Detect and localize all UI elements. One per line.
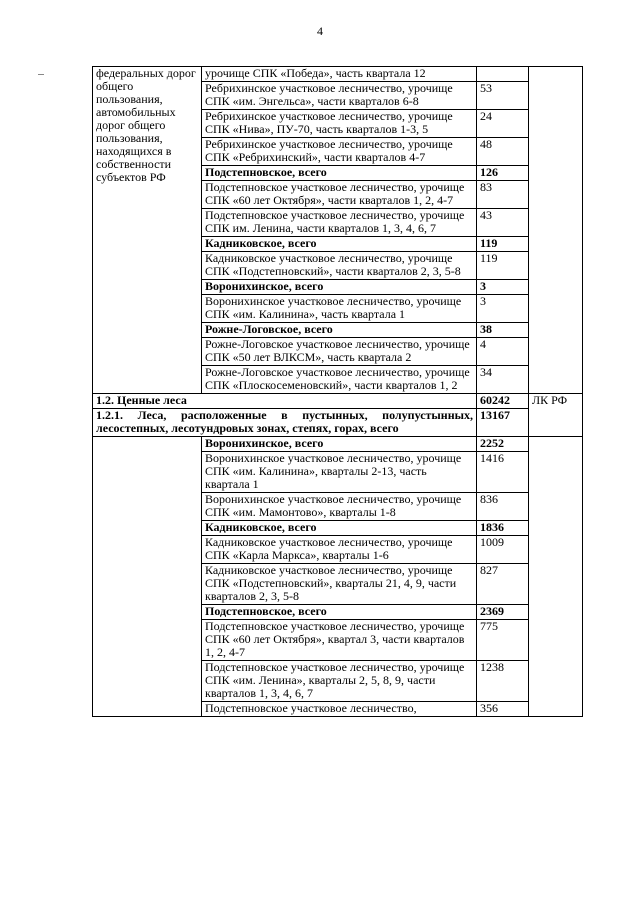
table-row-heading-1-2 xyxy=(93,394,583,409)
row-value: 4 xyxy=(477,338,529,366)
row-value: 356 xyxy=(477,702,529,717)
row-value: 2369 xyxy=(477,605,529,620)
law-reference: ЛК РФ xyxy=(529,394,583,437)
row-description: Ребрихинское участковое лесничество, урочище СПК «им. Энгельса», части кварталов 6-8 xyxy=(202,82,477,110)
row-description: урочище СПК «Победа», часть квартала 12 xyxy=(202,67,477,82)
row-value: 3 xyxy=(477,295,529,323)
category-cell: федеральных дорог общего пользования, автомобильных дорог общего пользования, находящихся в собственности субъектов РФ xyxy=(93,67,202,394)
heading-1-2-text: 1.2. Ценные леса xyxy=(93,394,477,409)
row-description: Подстепновское, всего xyxy=(202,605,477,620)
row-value: 2252 xyxy=(477,437,529,452)
heading-1-2-1-value: 13167 xyxy=(477,409,529,437)
row-description: Подстепновское, всего xyxy=(202,166,477,181)
row-value: 1416 xyxy=(477,452,529,493)
law-column-cell xyxy=(529,67,583,394)
row-description: Кадниковское участковое лесничество, урочище СПК «Подстепновский», части кварталов 2, 3, 5-8 xyxy=(202,252,477,280)
row-description: Подстепновское участковое лесничество, урочище СПК им. Ленина, части кварталов 1, 3, 4, 6, 7 xyxy=(202,209,477,237)
row-description: Рожне-Логовское участковое лесничество, урочище СПК «50 лет ВЛКСМ», часть квартала 2 xyxy=(202,338,477,366)
row-value: 1836 xyxy=(477,521,529,536)
margin-mark xyxy=(38,74,44,75)
row-description: Рожне-Логовское, всего xyxy=(202,323,477,338)
row-description: Подстепновское участковое лесничество, xyxy=(202,702,477,717)
row-value: 119 xyxy=(477,252,529,280)
row-value: 1009 xyxy=(477,536,529,564)
row-description: Ребрихинское участковое лесничество, урочище СПК «Нива», ПУ-70, часть кварталов 1-3, 5 xyxy=(202,110,477,138)
row-description: Подстепновское участковое лесничество, урочище СПК «60 лет Октября», части кварталов 1, 2, 4-7 xyxy=(202,181,477,209)
row-value: 83 xyxy=(477,181,529,209)
row-description: Воронихинское участковое лесничество, урочище СПК «им. Калинина», кварталы 2-13, часть квартала 1 xyxy=(202,452,477,493)
row-value: 775 xyxy=(477,620,529,661)
row-description: Воронихинское участковое лесничество, урочище СПК «им. Мамонтово», кварталы 1-8 xyxy=(202,493,477,521)
row-value: 1238 xyxy=(477,661,529,702)
table-row-total xyxy=(93,437,583,452)
row-description: Воронихинское, всего xyxy=(202,280,477,295)
row-value: 836 xyxy=(477,493,529,521)
row-value: 3 xyxy=(477,280,529,295)
row-value: 126 xyxy=(477,166,529,181)
row-value: 48 xyxy=(477,138,529,166)
row-description: Воронихинское участковое лесничество, урочище СПК «им. Калинина», часть квартала 1 xyxy=(202,295,477,323)
law-column-cell xyxy=(529,437,583,717)
row-value: 827 xyxy=(477,564,529,605)
row-value: 119 xyxy=(477,237,529,252)
row-description: Кадниковское участковое лесничество, урочище СПК «Карла Маркса», кварталы 1-6 xyxy=(202,536,477,564)
row-description: Воронихинское, всего xyxy=(202,437,477,452)
row-value: 34 xyxy=(477,366,529,394)
row-description: Кадниковское участковое лесничество, урочище СПК «Подстепновский», кварталы 21, 4, 9, части кварталов 2, 3, 5-8 xyxy=(202,564,477,605)
row-description: Подстепновское участковое лесничество, урочище СПК «60 лет Октября», квартал 3, части кварталов 1, 2, 4-7 xyxy=(202,620,477,661)
heading-1-2-value: 60242 xyxy=(477,394,529,409)
forest-table xyxy=(92,66,583,717)
page-number: 4 xyxy=(317,24,323,38)
row-value: 43 xyxy=(477,209,529,237)
row-value: 53 xyxy=(477,82,529,110)
row-description: Кадниковское, всего xyxy=(202,237,477,252)
table-row xyxy=(93,67,583,82)
row-description: Кадниковское, всего xyxy=(202,521,477,536)
row-description: Ребрихинское участковое лесничество, урочище СПК «Ребрихинский», части кварталов 4-7 xyxy=(202,138,477,166)
row-value: 24 xyxy=(477,110,529,138)
category-cell xyxy=(93,437,202,717)
row-value: 38 xyxy=(477,323,529,338)
heading-1-2-1-text: 1.2.1. Леса, расположенные в пустынных, полупустынных, лесостепных, лесотундровых зонах, степях, горах, всего xyxy=(93,409,477,437)
row-value xyxy=(477,67,529,82)
table-row-heading-1-2-1 xyxy=(93,409,583,437)
row-description: Рожне-Логовское участковое лесничество, урочище СПК «Плоскосеменовский», части кварталов 1, 2 xyxy=(202,366,477,394)
row-description: Подстепновское участковое лесничество, урочище СПК «им. Ленина», кварталы 2, 5, 8, 9, части кварталов 1, 3, 4, 6, 7 xyxy=(202,661,477,702)
